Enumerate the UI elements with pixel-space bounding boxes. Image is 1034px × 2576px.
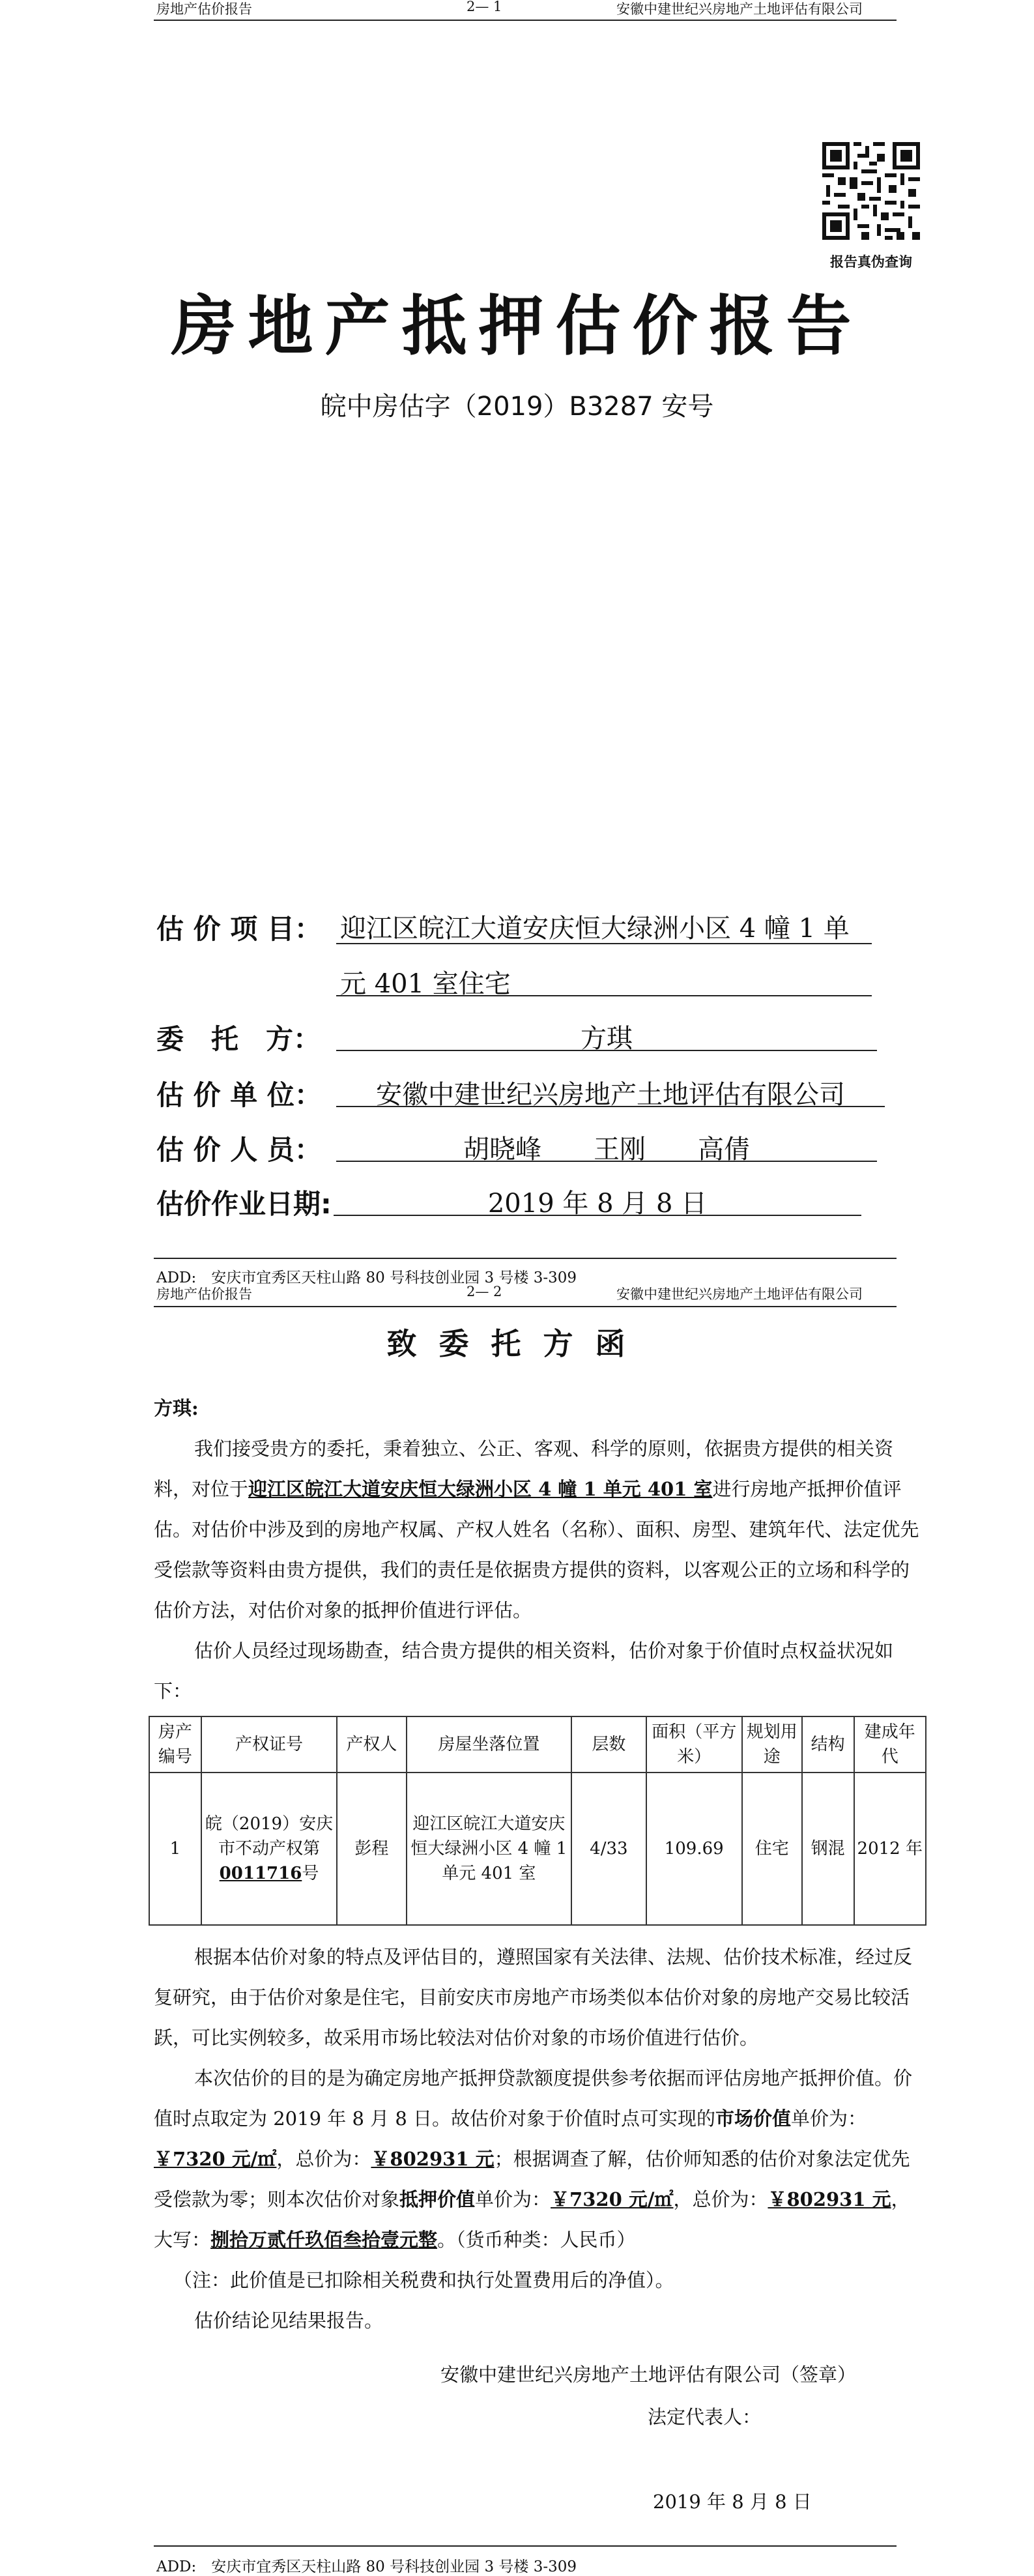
page1-footer-address: ADD: 安庆市宜秀区天柱山路 80 号科技创业园 3 号楼 3-309: [156, 1269, 577, 1286]
market-unit-price: ￥7320 元/㎡: [154, 2148, 277, 2170]
net-value-note: （注：此价值是已扣除相关税费和执行处置费用后的净值）。: [173, 2269, 674, 2291]
page1-header-right: 安徽中建世纪兴房地产土地评估有限公司: [616, 1, 863, 17]
client-underline: [336, 1050, 877, 1051]
amount-in-words: 捌拾万贰仟玖佰叁拾壹元整: [210, 2229, 438, 2251]
th-location: 房屋坐落位置: [407, 1716, 572, 1773]
table-row: [149, 1773, 926, 1925]
salutation: 方琪:: [154, 1397, 199, 1419]
letter-title: 致委托方函: [386, 1326, 648, 1361]
cell-floors: 4/33: [571, 1773, 646, 1925]
signature-date: 2019 年 8 月 8 日: [653, 2491, 812, 2513]
project-label: 估 价 项 目：: [156, 913, 322, 945]
signature-company: 安徽中建世纪兴房地产土地评估有限公司（签章）: [440, 2364, 857, 2386]
cell-cert: 皖（2019）安庆市不动产权第0011716号: [201, 1773, 337, 1925]
th-area: 面积（平方米）: [646, 1716, 742, 1773]
appraiser-org-value: 安徽中建世纪兴房地产土地评估有限公司: [376, 1080, 845, 1110]
th-structure: 结构: [802, 1716, 854, 1773]
th-floors: 层数: [571, 1716, 646, 1773]
page2-footer-address: ADD: 安庆市宜秀区天柱山路 80 号科技创业园 3 号楼 3-309: [156, 2558, 577, 2575]
paragraph-2: 估价人员经过现场勘查，结合贵方提供的相关资料，估价对象于价值时点权益状况如下：: [154, 1640, 894, 1702]
table-header-row: [149, 1716, 926, 1773]
page2-header-right: 安徽中建世纪兴房地产土地评估有限公司: [616, 1286, 863, 1302]
paragraph-1: 我们接受贵方的委托，秉着独立、公正、客观、科学的原则，依据贵方提供的相关资料，对位于迎江区皖江大道安庆恒大绿洲小区 4 幢 1 单元 401 室进行房地产抵押价值评估。对估价中涉及到的房地产权属、产权人姓名（名称）、面积、房型、建筑年代、法定优先受偿款等资料由贵方提供，我们的责任是依据贵方提供的资料，以客观公正的立场和科学的估价方法，对估价对象的抵押价值进行评估。: [154, 1438, 919, 1621]
conclusion-note: 估价结论见结果报告。: [194, 2309, 384, 2332]
qr-caption: 报告真伪查询: [830, 253, 912, 270]
page1-footer-rule: [154, 1258, 897, 1259]
cell-year: 2012 年: [854, 1773, 926, 1925]
page1-header-page: 2— 1: [467, 0, 502, 14]
client-label: 委 托 方：: [156, 1023, 321, 1055]
appraisers-underline: [336, 1161, 877, 1162]
appraisers-value: 胡晓峰 王刚 高倩: [463, 1135, 750, 1165]
date-value: 2019 年 8 月 8 日: [487, 1189, 708, 1219]
appraisers-label: 估 价 人 员：: [156, 1134, 322, 1166]
appraiser-org-underline: [336, 1106, 885, 1107]
property-address: 迎江区皖江大道安庆恒大绿洲小区 4 幢 1 单元 401 室: [248, 1478, 713, 1500]
letter-body: [154, 1937, 923, 2341]
cell-area: 109.69: [646, 1773, 742, 1925]
cell-location: 迎江区皖江大道安庆恒大绿洲小区 4 幢 1 单元 401 室: [407, 1773, 572, 1925]
project-value-line2: 元 401 室住宅: [340, 969, 511, 999]
cell-owner: 彭程: [337, 1773, 406, 1925]
project-underline-2: [336, 995, 872, 996]
th-use: 规划用途: [742, 1716, 802, 1773]
date-label: 估价作业日期:: [156, 1188, 332, 1220]
page2-header-rule: [154, 1306, 897, 1307]
page2-header-left: 房地产估价报告: [156, 1286, 252, 1302]
mortgage-unit-price: ￥7320 元/㎡: [551, 2188, 674, 2210]
property-table: [149, 1716, 926, 1926]
th-year: 建成年代: [854, 1716, 926, 1773]
signature-representative: 法定代表人：: [648, 2406, 762, 2428]
th-no: 房产编号: [149, 1716, 201, 1773]
page2-footer-rule: [154, 2545, 897, 2547]
report-number: 皖中房估字（2019）B3287 安号: [320, 392, 714, 422]
market-total-price: ￥802931 元: [371, 2148, 495, 2170]
cell-use: 住宅: [742, 1773, 802, 1925]
page1-header-left: 房地产估价报告: [156, 1, 252, 17]
paragraph-3: 根据本估价对象的特点及评估目的，遵照国家有关法律、法规、估价技术标准，经过反复研究，由于估价对象是住宅，目前安庆市房地产市场类似本估价对象的房地产交易比较活跃，可比实例较多，故采用市场比较法对估价对象的市场价值进行估价。: [154, 1946, 913, 2049]
report-title: 房地产抵押估价报告: [171, 288, 863, 364]
cell-structure: 钢混: [802, 1773, 854, 1925]
page1-header-rule: [154, 20, 897, 21]
th-cert: 产权证号: [201, 1716, 337, 1773]
mortgage-total-price: ￥802931 元: [768, 2188, 891, 2210]
client-value: 方琪: [581, 1024, 633, 1054]
project-underline-1: [336, 943, 872, 944]
cell-no: 1: [149, 1773, 201, 1925]
appraiser-org-label: 估 价 单 位：: [156, 1079, 322, 1111]
qr-code-icon: [822, 142, 920, 240]
paragraph-4: 本次估价的目的是为确定房地产抵押贷款额度提供参考依据而评估房地产抵押价值。价值时点取定为 2019 年 8 月 8 日。故估价对象于价值时点可实现的市场价值单价为：￥7320 元/㎡，总价为：￥802931 元；根据调查了解，估价师知悉的估价对象法定优先受偿款为零；则本次估价对象抵押价值单价为：￥7320 元/㎡，总价为：￥802931 元，大写：捌拾万贰仟玖佰叁拾壹元整。（货币种类：人民币）: [154, 2067, 913, 2251]
page2-header-page: 2— 2: [467, 1284, 502, 1299]
project-value-line1: 迎江区皖江大道安庆恒大绿洲小区 4 幢 1 单: [340, 914, 850, 944]
date-underline: [334, 1215, 861, 1216]
letter-intro: [154, 1388, 923, 1711]
th-owner: 产权人: [337, 1716, 406, 1773]
